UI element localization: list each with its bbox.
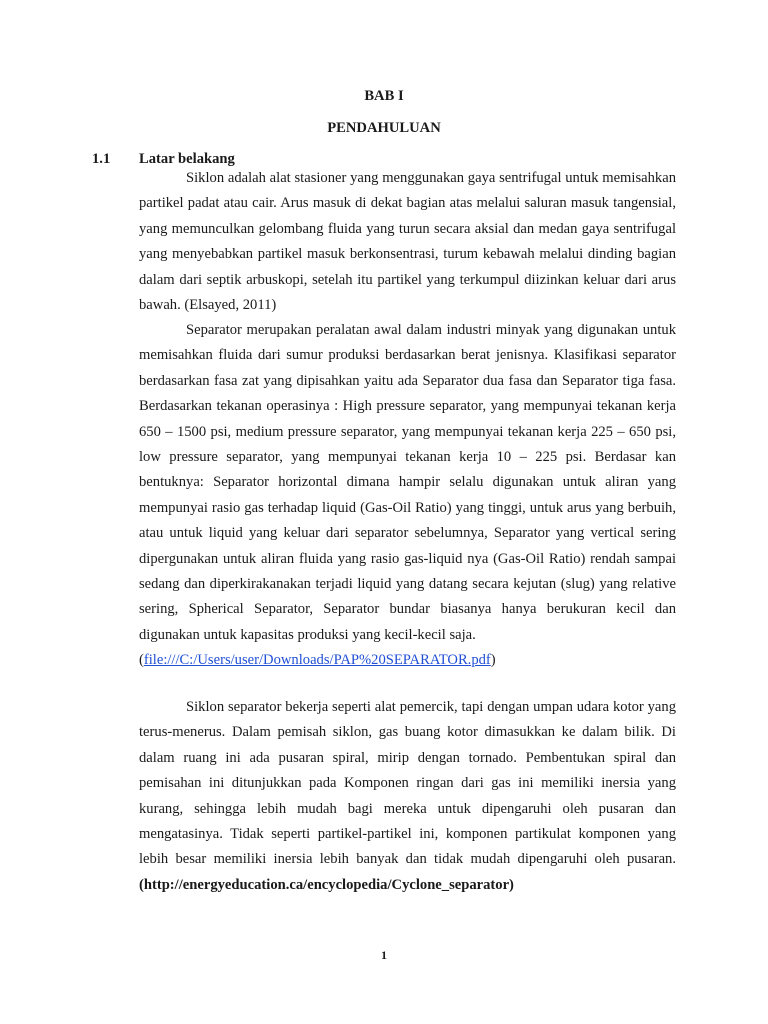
citation-energyeducation: (http://energyeducation.ca/encyclopedia/Cyclone_separator) <box>139 876 514 893</box>
paragraph-2-text <box>139 318 676 674</box>
paragraph-separator-classification <box>139 318 676 674</box>
paragraph-3-text <box>139 695 676 898</box>
paragraph-3-body: Siklon separator bekerja seperti alat pemercik, tapi dengan umpan udara kotor yang terus-menerus. Dalam pemisah siklon, gas buang kotor dimasukkan ke dalam bilik. Di dalam ruang ini ada pusaran spiral, mirip dengan tornado. Pembentukan spiral dan pemisahan ini ditunjukkan pada Komponen ringan dari gas ini memiliki inersia yang kurang, sehingga lebih mudah bagi mereka untuk dipengaruhi oleh pusaran dan mengatasinya. Tidak seperti partikel-partikel ini, komponen partikulat komponen yang lebih besar memiliki inersia lebih banyak dan tidak mudah dipengaruhi oleh pusaran. <box>139 699 676 868</box>
citation-open-paren: ( <box>139 652 144 669</box>
section-title: Latar belakang <box>139 151 235 167</box>
page-number: 1 <box>381 948 387 962</box>
citation-file-link[interactable]: file:///C:/Users/user/Downloads/PAP%20SEPARATOR.pdf <box>143 652 491 669</box>
citation-close-paren: ) <box>490 652 496 669</box>
paragraph-1-text: Siklon adalah alat stasioner yang menggunakan gaya sentrifugal untuk memisahkan partikel padat atau cair. Arus masuk di dekat bagian atas melalui saluran masuk tangensial, yang memunculkan gelombang fluida yang turun secara aksial dan medan gaya sentrifugal yang menyebabkan partikel masuk berkonsentrasi, turum kebawah melalui dinding bagian dalam dari septik arbuskopi, setelah itu partikel yang terkumpul diizinkan keluar dari arus bawah. (Elsayed, 2011) <box>139 170 676 314</box>
chapter-number: BAB I <box>364 88 404 104</box>
chapter-title: PENDAHULUAN <box>327 120 441 136</box>
section-number: 1.1 <box>92 151 111 167</box>
paragraph-2-body: Separator merupakan peralatan awal dalam industri minyak yang digunakan untuk memisahkan fluida dari sumur produksi berdasarkan berat jenisnya. Klasifikasi separator berdasarkan fasa zat yang dipisahkan yaitu ada Separator dua fasa dan Separator tiga fasa. Berdasarkan tekanan operasinya : High pressure separator, yang mempunyai tekanan kerja 650 – 1500 psi, medium pressure separator, yang mempunyai tekanan kerja 225 – 650 psi, low pressure separator, yang mempunyai tekanan kerja 10 – 225 psi. Berdasar kan bentuknya: Separator horizontal dimana hampir selalu digunakan untuk aliran yang mempunyai rasio gas terhadap liquid (Gas-Oil Ratio) yang tinggi, untuk arus yang berbuih, atau untuk liquid yang keluar dari separator sebelumnya, Separator yang vertical sering dipergunakan untuk aliran fluida yang rasio gas-liquid nya (Gas-Oil Ratio) rendah sampai sedang dan diperkirakanakan terjadi liquid yang datang secara kejutan (slug) yang relative sering, Spherical Separator, Separator bundar biasanya hanya berukuran kecil dan digunakan untuk kapasitas produksi yang kecil-kecil saja. <box>139 322 676 643</box>
paragraph-cyclone-definition <box>139 166 676 318</box>
paragraph-cyclone-separator-working <box>139 695 676 898</box>
